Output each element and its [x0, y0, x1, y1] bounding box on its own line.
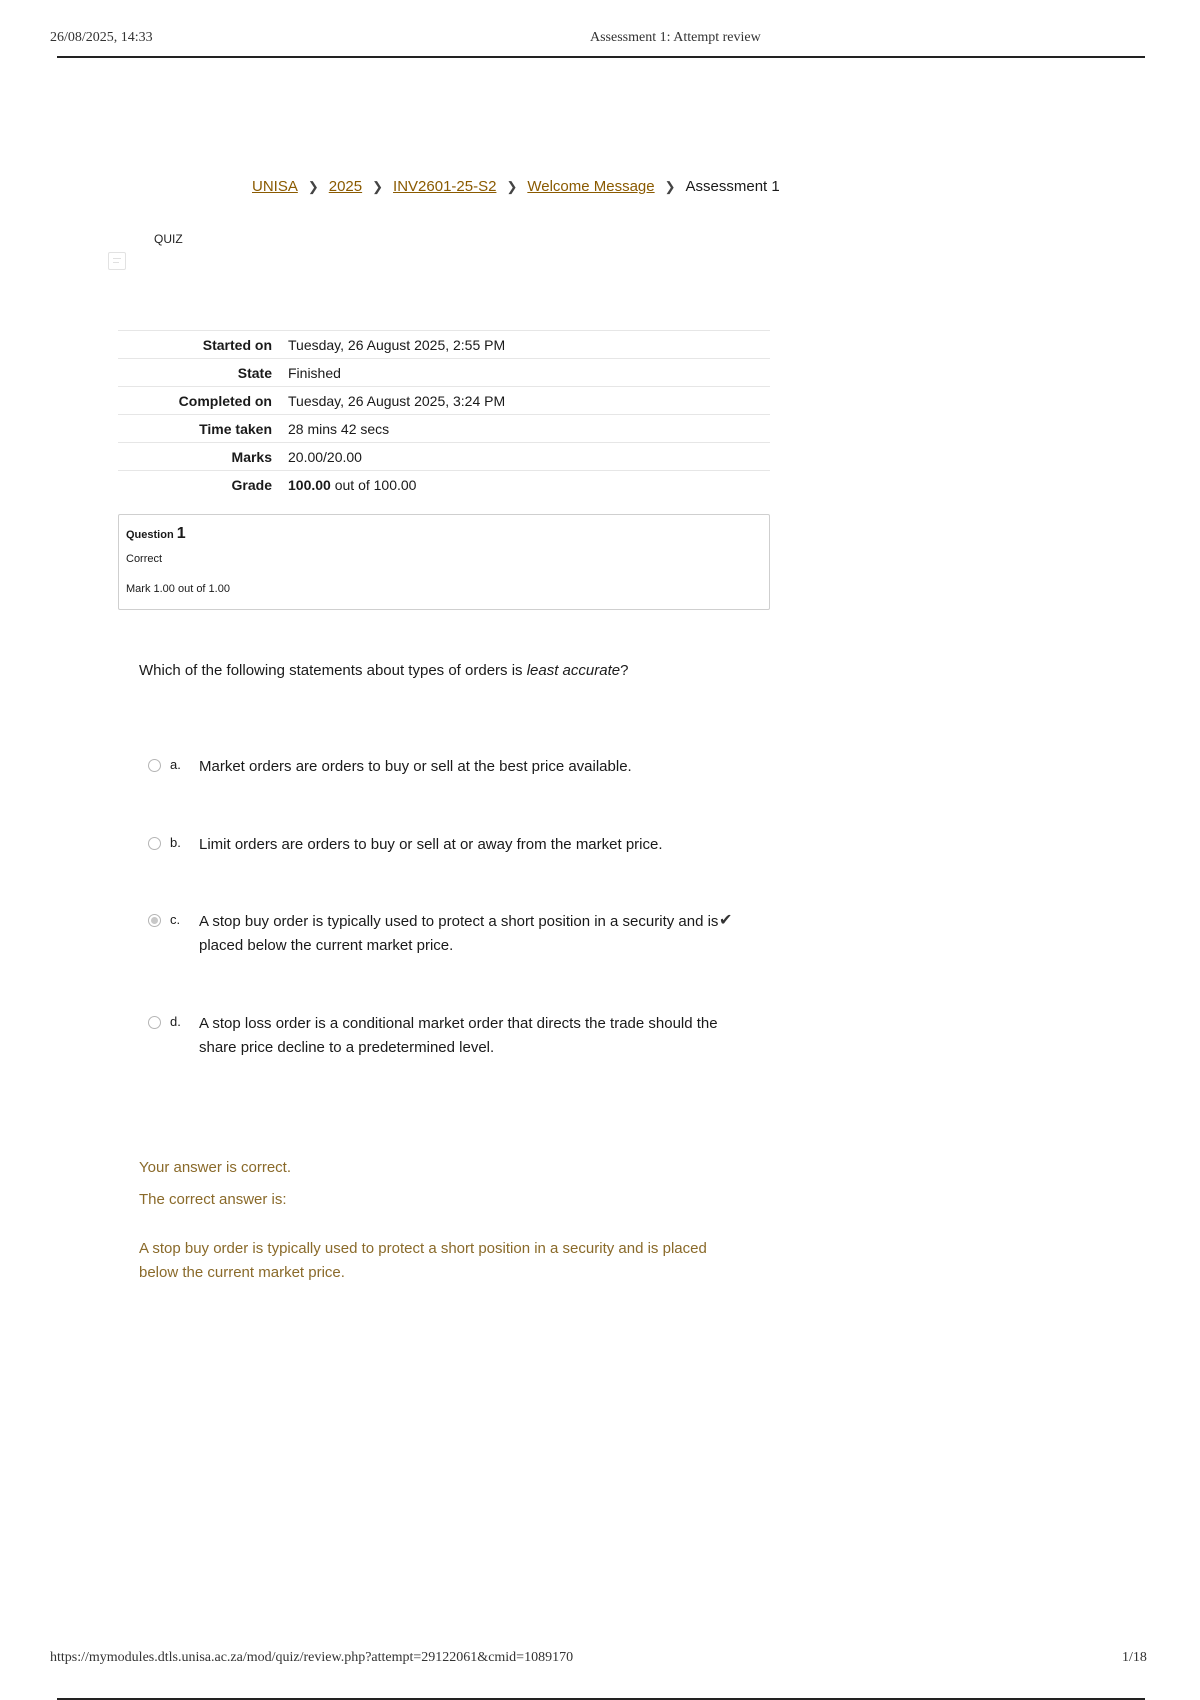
print-title: Assessment 1: Attempt review — [590, 30, 761, 45]
quiz-icon — [108, 252, 126, 270]
breadcrumb-link-year[interactable]: 2025 — [328, 178, 363, 195]
grade-total: out of 100.00 — [330, 476, 417, 493]
answer-radio[interactable] — [148, 759, 161, 772]
check-icon: ✔ — [719, 912, 733, 929]
question-prefix: Question — [126, 529, 174, 541]
attempt-summary-table — [118, 330, 770, 498]
answer-letter: a. — [170, 757, 181, 772]
feedback-correct-answer: A stop buy order is typically used to protect a short position in a security and is placed below the current market price. — [139, 1240, 707, 1281]
summary-row-grade — [118, 471, 770, 499]
chevron-right-icon: ❯ — [664, 178, 676, 194]
chevron-right-icon: ❯ — [372, 178, 384, 194]
question-text-emphasis: least accurate — [526, 662, 621, 679]
feedback-correct-intro: The correct answer is: — [139, 1191, 287, 1208]
breadcrumb-link-course[interactable]: INV2601-25-S2 — [393, 178, 497, 195]
question-text-main: Which of the following statements about types of orders is — [139, 662, 527, 679]
grade-score: 100.00 — [288, 476, 331, 493]
breadcrumb — [252, 178, 780, 195]
summary-label: Time taken — [118, 415, 288, 443]
summary-row-started — [118, 331, 770, 359]
question-text — [139, 662, 628, 679]
chevron-right-icon: ❯ — [506, 178, 518, 194]
answer-radio[interactable] — [148, 1016, 161, 1029]
summary-row-time — [118, 415, 770, 443]
answer-letter: d. — [170, 1014, 181, 1029]
print-url: https://mymodules.dtls.unisa.ac.za/mod/quiz/review.php?attempt=29122061&cmid=1089170 — [50, 1650, 574, 1665]
question-mark: Mark 1.00 out of 1.00 — [126, 583, 230, 595]
question-info-box — [118, 514, 770, 610]
question-number-value: 1 — [176, 525, 186, 542]
summary-row-marks — [118, 443, 770, 471]
answer-text: A stop buy order is typically used to protect a short position in a security and is placed below the current market price. — [199, 913, 719, 954]
summary-value: Finished — [288, 359, 770, 387]
print-page-number: 1/18 — [1122, 1650, 1147, 1665]
question-text-end: ? — [620, 662, 629, 679]
summary-value: 28 mins 42 secs — [288, 415, 770, 443]
activity-type-label: QUIZ — [154, 232, 183, 246]
summary-label: Grade — [118, 471, 288, 499]
answer-text: Limit orders are orders to buy or sell at or away from the market price. — [199, 836, 663, 853]
question-state: Correct — [126, 553, 163, 565]
feedback-your-answer: Your answer is correct. — [139, 1159, 292, 1176]
summary-value: 20.00/20.00 — [288, 443, 770, 471]
summary-row-state — [118, 359, 770, 387]
summary-row-completed — [118, 387, 770, 415]
breadcrumb-link-welcome[interactable]: Welcome Message — [527, 178, 655, 195]
summary-value — [288, 471, 770, 499]
print-date: 26/08/2025, 14:33 — [50, 30, 153, 45]
summary-label: Started on — [118, 331, 288, 359]
header-rule — [57, 56, 1145, 58]
answer-radio-selected[interactable] — [148, 914, 161, 927]
summary-value: Tuesday, 26 August 2025, 2:55 PM — [288, 331, 770, 359]
answer-text: A stop loss order is a conditional market order that directs the trade should the share price decline to a predetermined level. — [199, 1015, 718, 1056]
summary-label: Marks — [118, 443, 288, 471]
answer-radio[interactable] — [148, 837, 161, 850]
question-number — [126, 525, 186, 543]
summary-label: Completed on — [118, 387, 288, 415]
answer-text: Market orders are orders to buy or sell at the best price available. — [199, 758, 632, 775]
answer-letter: b. — [170, 835, 181, 850]
summary-label: State — [118, 359, 288, 387]
summary-value: Tuesday, 26 August 2025, 3:24 PM — [288, 387, 770, 415]
answer-letter: c. — [170, 912, 181, 927]
chevron-right-icon: ❯ — [307, 178, 319, 194]
breadcrumb-link-unisa[interactable]: UNISA — [252, 178, 298, 195]
breadcrumb-current: Assessment 1 — [685, 178, 780, 195]
